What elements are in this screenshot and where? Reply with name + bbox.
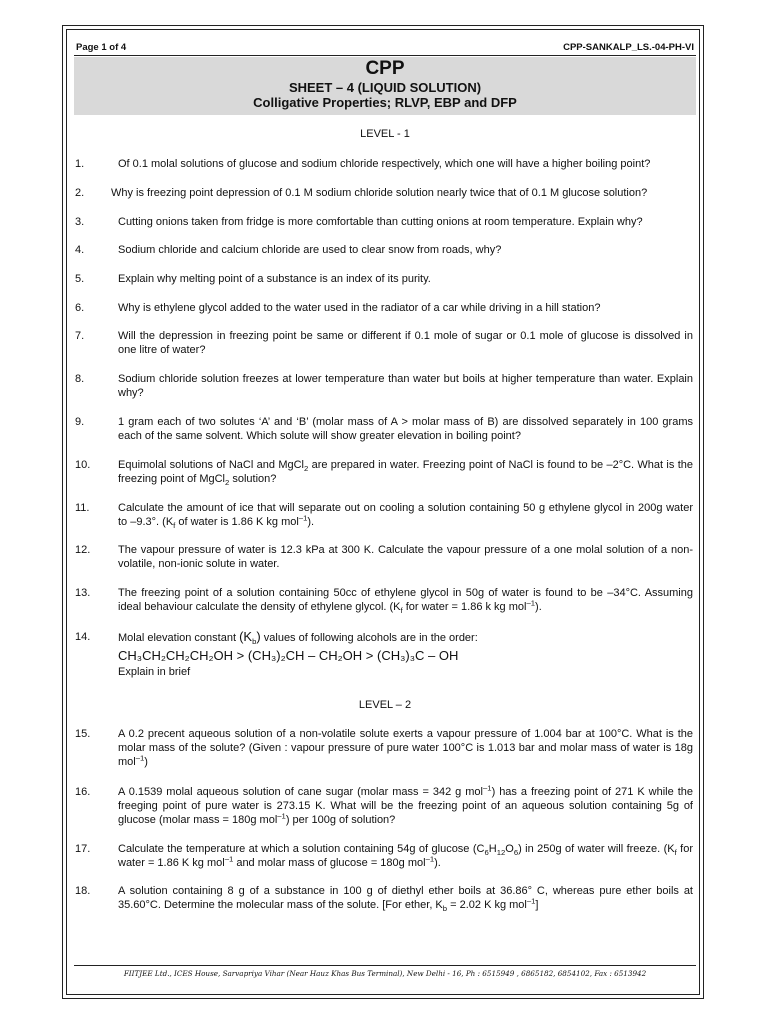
question-text: The vapour pressure of water is 12.3 kPa at 300 K. Calculate the vapour pressure of a one molal solution of a non-volatile, non-ionic solute in water. xyxy=(118,544,693,570)
question-16 xyxy=(75,785,693,827)
question-text: Molal elevation constant $(K_b)$ values of following alcohols are in the order: CH₃CH₂CH₂CH₂OH > (CH₃)₂CH – CH₂OH > (CH₃)₃C – OH Explain in brief xyxy=(118,630,693,679)
question-text: A 0.1539 molal aqueous solution of cane sugar (molar mass = 342 g mol$^{-1}$) has a freezing point of 271 K while the freeging point of pure water is 273.15 K. What will be the freezing point of an aqueous solution containing 5g of glucose (molar mass = 180g mol$^{-1}$) per 100g of solution? xyxy=(118,783,694,826)
header-divider xyxy=(74,55,696,56)
question-6 xyxy=(75,301,693,315)
question-text: Sodium chloride solution freezes at lower temperature than water but boils at higher temperature than water. Explain why? xyxy=(118,373,693,399)
question-13 xyxy=(75,586,693,614)
question-18 xyxy=(75,884,693,912)
question-number: 17. xyxy=(75,843,91,855)
question-text: 1 gram each of two solutes ‘A’ and ‘B’ (molar mass of A > molar mass of B) are dissolved separately in 100 grams each of the same solvent. Which solute will show greater elevation in boiling point? xyxy=(118,416,693,442)
question-14 xyxy=(75,630,693,679)
question-9 xyxy=(75,415,693,443)
title-topic: Colligative Properties; RLVP, EBP and DFP xyxy=(253,95,517,110)
alcohol-order-formula: CH₃CH₂CH₂CH₂OH > (CH₃)₂CH – CH₂OH > (CH₃)₃C – OH xyxy=(118,648,459,663)
question-2 xyxy=(75,186,693,200)
page-number: Page 1 of 4 xyxy=(76,42,127,53)
question-1 xyxy=(75,157,693,171)
question-number: 8. xyxy=(75,373,85,385)
page-header xyxy=(76,42,694,53)
question-number: 6. xyxy=(75,302,85,314)
level-1-heading: LEVEL - 1 xyxy=(360,128,410,140)
question-text: Explain why melting point of a substance is an index of its purity. xyxy=(118,273,431,285)
question-text: Sodium chloride and calcium chloride are used to clear snow from roads, why? xyxy=(118,244,502,256)
title-sheet: SHEET – 4 (LIQUID SOLUTION) xyxy=(288,80,482,95)
question-text: Equimolal solutions of NaCl and MgCl$_2$ are prepared in water. Freezing point of NaCl is found to be –2°C. What is the freezing point of MgCl$_2$ solution? xyxy=(118,459,693,488)
question-17 xyxy=(75,842,693,870)
question-number: 13. xyxy=(75,587,91,599)
title-block xyxy=(74,57,696,115)
question-text: A 0.2 precent aqueous solution of a non-volatile solute exerts a vapour pressure of 1.004 bar at 100°C. What is the molar mass of the solute? (Given : vapour pressure of pure water 100°C is 1.013 bar and molar mass of water is 18g mol$^{-1}$) xyxy=(118,728,693,768)
question-text: Calculate the amount of ice that will separate out on cooling a solution containing 50 g ethylene glycol in 200g water to –9.3°. ($K_f$ of water is 1.86 K kg mol$^{-1}$). xyxy=(118,502,693,531)
question-number: 5. xyxy=(75,273,85,285)
question-text: Of 0.1 molal solutions of glucose and sodium chloride respectively, which one will have a higher boiling point? xyxy=(118,158,651,170)
question-15 xyxy=(75,727,693,769)
question-text: Cutting onions taken from fridge is more comfortable than cutting onions at room temperature. Explain why? xyxy=(118,216,643,228)
footer-divider xyxy=(74,965,696,966)
question-11 xyxy=(75,501,693,529)
question-7 xyxy=(75,329,693,357)
level-2-heading: LEVEL – 2 xyxy=(358,699,412,711)
question-number: 15. xyxy=(75,728,91,740)
question-text: Calculate the temperature at which a solution containing 54g of glucose $(C_6H_{12}O_6)$ in 250g of water will freeze. ($K_f$ for water = 1.86 K kg mol$^{-1}$ and molar mass of glucose = 180g mol$^{-1}$). xyxy=(118,843,693,869)
question-number: 9. xyxy=(75,416,85,428)
question-number: 10. xyxy=(75,459,91,471)
question-number: 1. xyxy=(75,158,85,170)
question-5 xyxy=(75,272,693,286)
question-number: 14. xyxy=(75,631,91,643)
question-text: Why is ethylene glycol added to the water used in the radiator of a car while driving in a hill station? xyxy=(118,302,601,314)
question-text: Will the depression in freezing point be same or different if 0.1 mole of sugar or 0.1 mole of glucose is dissolved in one litre of water? xyxy=(118,330,693,356)
question-number: 7. xyxy=(75,330,85,342)
question-number: 16. xyxy=(75,786,91,798)
question-text: The freezing point of a solution containing 50cc of ethylene glycol in 50g of water is found to be –34°C. Assuming ideal behaviour calculate the density of ethylene glycol. ($K_f$ for water = 1.86 k kg mol$^{-1}$). xyxy=(118,587,693,616)
question-8 xyxy=(75,372,693,400)
question-number: 11. xyxy=(75,502,90,514)
question-number: 12. xyxy=(75,544,91,556)
question-text: A solution containing 8 g of a substance in 100 g of diethyl ether boils at 36.86° C, whereas pure ether boils at 35.60°C. Determine the molecular mass of the solute. [For ether, $K_b = 2.02$ K kg mol$^{-1}$] xyxy=(118,885,693,914)
question-10 xyxy=(75,458,693,486)
question-3 xyxy=(75,215,693,229)
footer-address: FIITJEE Ltd., ICES House, Sarvapriya Vihar (Near Hauz Khas Bus Terminal), New Delhi - 16, Ph : 6515949 , 6865182, 6854102, Fax : 6513942 xyxy=(123,969,647,978)
question-4 xyxy=(75,243,693,257)
question-text: Why is freezing point depression of 0.1 M sodium chloride solution nearly twice that of 0.1 M glucose solution? xyxy=(111,187,648,199)
title-main: CPP xyxy=(365,58,405,79)
question-12 xyxy=(75,543,693,571)
question-number: 3. xyxy=(75,216,85,228)
document-code: CPP-SANKALP_LS.-04-PH-VI xyxy=(563,42,694,53)
question-number: 18. xyxy=(75,885,91,897)
question-number: 4. xyxy=(75,244,85,256)
question-number: 2. xyxy=(75,187,85,199)
